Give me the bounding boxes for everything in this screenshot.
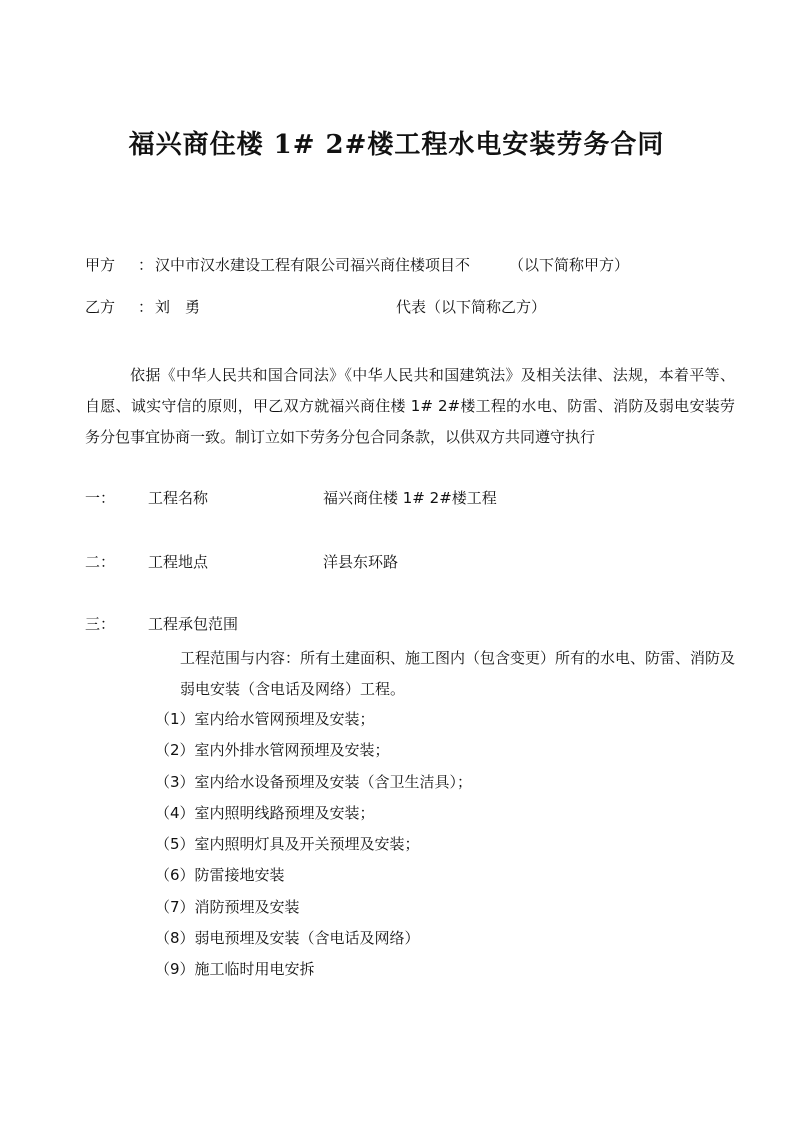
section-value: 福兴商住楼 1# 2#楼工程 [323, 489, 497, 507]
intro-paragraph: 依据《中华人民共和国合同法》《中华人民共和国建筑法》及相关法律、法规，本着平等、自愿、诚实守信的原则，甲乙双方就福兴商住楼 1# 2#楼工程的水电、防雷、消防及弱电安装劳务分包事宜协商一致。制订立如下劳务分包合同条款，以供双方共同遵守执行 [85, 366, 735, 446]
section-label: 工程承包范围 [148, 615, 239, 633]
list-item: （8）弱电预埋及安装（含电话及网络） [155, 929, 420, 948]
section-value: 洋县东环路 [323, 553, 399, 571]
party-b-label: 乙方 [85, 298, 116, 316]
section-label: 工程地点 [148, 553, 209, 571]
section-number: 一： [85, 489, 116, 507]
list-item: （9）施工临时用电安拆 [155, 960, 315, 979]
party-a-label: 甲方 [85, 256, 116, 274]
party-a-note: （以下简称甲方） [509, 256, 630, 274]
party-a-colon: ： [138, 256, 154, 274]
section-number: 二： [85, 553, 116, 571]
party-b-name: 刘 勇 [155, 298, 201, 316]
list-item: （5）室内照明灯具及开关预埋及安装； [155, 835, 420, 854]
list-item: （7）消防预埋及安装 [155, 897, 300, 916]
party-a-name: 汉中市汉水建设工程有限公司福兴商住楼项目不 [155, 256, 471, 274]
scope-description: 工程范围与内容：所有土建面积、施工图内（包含变更）所有的水电、防雷、消防及弱电安装（含电话及网络）工程。 [180, 649, 736, 698]
party-b-note: 代表（以下简称乙方） [396, 298, 547, 316]
list-item: （1）室内给水管网预埋及安装； [155, 710, 375, 728]
section-number: 三： [85, 615, 116, 633]
list-item: （3）室内给水设备预埋及安装（含卫生洁具）； [155, 772, 473, 791]
list-item: （4）室内照明线路预埋及安装； [155, 803, 375, 822]
section-label: 工程名称 [148, 489, 209, 507]
scope-item-list [155, 704, 472, 986]
list-item: （2）室内外排水管网预埋及安装； [155, 741, 390, 760]
list-item: （6）防雷接地安装 [155, 866, 285, 885]
document-title: 福兴商住楼 1# 2#楼工程水电安装劳务合同 [128, 130, 665, 160]
party-b-colon: ： [138, 298, 154, 316]
